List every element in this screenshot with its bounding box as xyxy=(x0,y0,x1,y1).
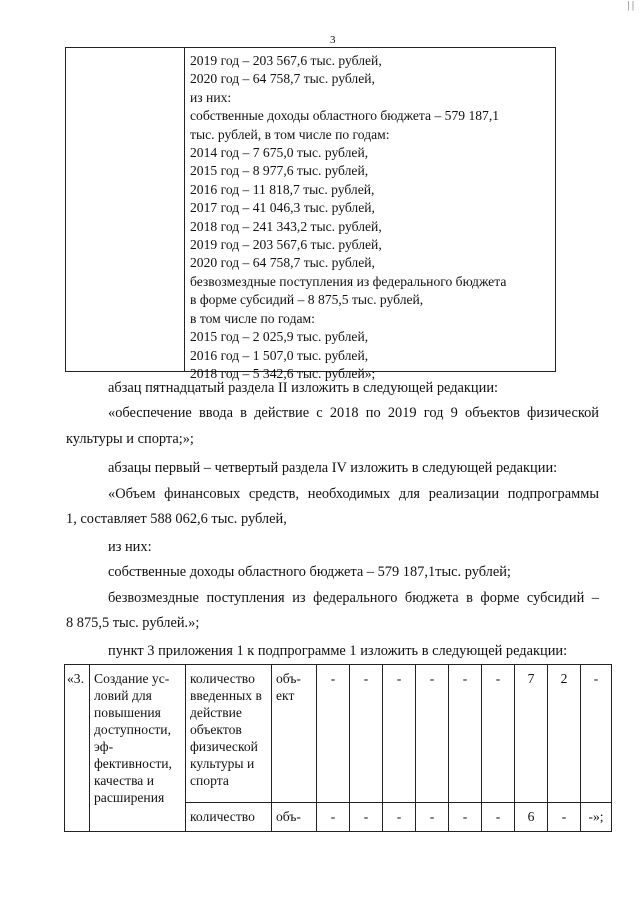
value-cell: - xyxy=(317,665,350,803)
funding-line: 2017 год – 41 046,3 тыс. рублей, xyxy=(190,200,375,216)
indicator-table xyxy=(64,664,612,832)
value-cell: - xyxy=(449,665,482,803)
paragraph-quote-line2: культуры и спорта;»; xyxy=(66,431,194,447)
unit: объ- xyxy=(272,803,317,832)
paragraph-section-2: абзац пятнадцатый раздела II изложить в следующей редакции: xyxy=(108,380,499,396)
paragraph-quote-line1: «обеспечение ввода в действие с 2018 по 2019 год 9 объектов физической xyxy=(108,405,599,421)
corner-mark: | | xyxy=(627,0,634,11)
funding-line: 2015 год – 8 977,6 тыс. рублей, xyxy=(190,163,369,179)
funding-text-cell xyxy=(190,52,552,383)
paragraph-volume-line2: 1, составляет 588 062,6 тыс. рублей, xyxy=(66,511,287,527)
table-divider xyxy=(184,48,185,371)
paragraph-volume-line1: «Объем финансовых средств, необходимых для реализации подпрограммы xyxy=(108,486,599,502)
value-cell: - xyxy=(317,803,350,832)
item-number: «3. xyxy=(65,665,90,832)
funding-line: безвозмездные поступления из федерального бюджета xyxy=(190,273,507,289)
funding-line: в форме субсидий – 8 875,5 тыс. рублей, xyxy=(190,292,424,308)
value-cell: - xyxy=(350,803,383,832)
value-cell: - xyxy=(449,803,482,832)
paragraph-grants-line2: 8 875,5 тыс. рублей.»; xyxy=(66,615,200,631)
value-cell: 2 xyxy=(548,665,581,803)
funding-line: 2020 год – 64 758,7 тыс. рублей, xyxy=(190,71,375,87)
funding-line: 2019 год – 203 567,6 тыс. рублей, xyxy=(190,53,382,68)
top-table xyxy=(65,47,556,381)
paragraph-own-revenue: собственные доходы областного бюджета – 579 187,1тыс. рублей; xyxy=(108,564,511,580)
value-cell: - xyxy=(416,803,449,832)
unit: объ-ект xyxy=(272,665,317,803)
funding-line: из них: xyxy=(190,89,232,105)
indicator-name: количество xyxy=(186,803,272,832)
funding-line: 2018 год – 241 343,2 тыс. рублей, xyxy=(190,218,382,234)
page-number: 3 xyxy=(330,34,336,46)
table-row xyxy=(65,665,612,803)
value-cell: - xyxy=(581,665,612,803)
indicator-name: количество введенных в действие объектов физической культуры и спорта xyxy=(186,665,272,803)
funding-line: 2014 год – 7 675,0 тыс. рублей, xyxy=(190,145,369,161)
value-cell: - xyxy=(416,665,449,803)
funding-line: 2015 год – 2 025,9 тыс. рублей, xyxy=(190,329,369,345)
value-cell: - xyxy=(482,803,515,832)
paragraph-appendix: пункт 3 приложения 1 к подпрограмме 1 изложить в следующей редакции: xyxy=(108,643,568,659)
paragraph-of-them: из них: xyxy=(108,539,152,555)
value-cell: - xyxy=(482,665,515,803)
funding-line: в том числе по годам: xyxy=(190,310,315,326)
value-cell: -»; xyxy=(581,803,612,832)
funding-line: 2019 год – 203 567,6 тыс. рублей, xyxy=(190,237,382,253)
value-cell: - xyxy=(350,665,383,803)
funding-line: 2016 год – 1 507,0 тыс. рублей, xyxy=(190,347,369,363)
funding-line: 2018 год – 5 342,6 тыс. рублей»; xyxy=(190,365,376,381)
value-cell: - xyxy=(383,803,416,832)
value-cell: - xyxy=(383,665,416,803)
funding-line: 2016 год – 11 818,7 тыс. рублей, xyxy=(190,181,375,197)
paragraph-grants-line1: безвозмездные поступления из федерального бюджета в форме субсидий – xyxy=(108,590,599,606)
value-cell: - xyxy=(548,803,581,832)
funding-line: тыс. рублей, в том числе по годам: xyxy=(190,126,390,142)
value-cell: 7 xyxy=(515,665,548,803)
funding-line: 2020 год – 64 758,7 тыс. рублей, xyxy=(190,255,375,271)
funding-line: собственные доходы областного бюджета – 579 187,1 xyxy=(190,108,500,124)
value-cell: 6 xyxy=(515,803,548,832)
item-title: Создание ус-ловий для повышения доступности, эф-фективности, качества и расширения xyxy=(90,665,186,832)
paragraph-section-4: абзацы первый – четвертый раздела IV изложить в следующей редакции: xyxy=(108,460,558,476)
